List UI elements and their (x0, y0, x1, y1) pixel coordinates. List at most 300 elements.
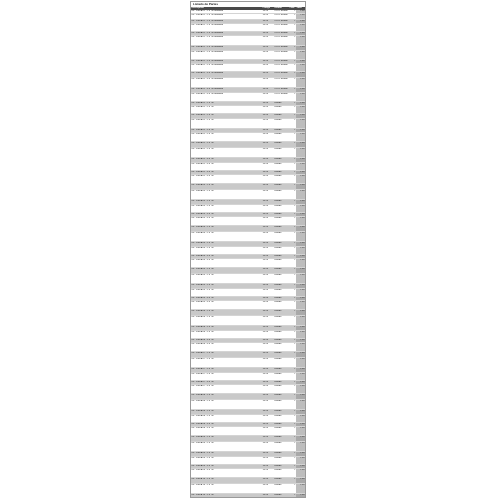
cell-status: 01-01 Estado (274, 87, 289, 92)
cell-status: 01-01 Estado (274, 92, 289, 101)
table-row (191, 105, 305, 113)
cell-value: 1.00 (296, 204, 305, 212)
cell-description: 04 - PIEZA 09 - 2.0 TB (191, 456, 262, 464)
cell-description: 04 - PIEZA 07 - 3.0 TB (191, 384, 262, 393)
table-row (191, 493, 305, 498)
column-header-status: Estado (274, 7, 289, 10)
cell-value: 1.00 (296, 183, 305, 189)
cell-status: Estado (274, 451, 289, 456)
cell-value: 1.00 (296, 422, 305, 426)
cell-qty: 1 (289, 118, 296, 128)
cell-description: 04 - PIEZA 01 - 2.0 TB Standard (191, 59, 262, 63)
cell-value: 1.00 (296, 71, 305, 77)
table-row (191, 162, 305, 170)
cell-status: 01-01 Estado (274, 59, 288, 62)
cell-qty: 1 (289, 267, 296, 273)
cell-status: 01-01 Estado (274, 71, 289, 77)
cell-status: Estado (274, 393, 289, 399)
cell-value: 1.00 (296, 31, 305, 35)
cell-code: 16-24 (262, 231, 274, 241)
table-row (191, 92, 305, 101)
cell-status: Estado (274, 246, 289, 254)
cell-description: 04 - PIEZA 07 - 1.0 TB (191, 357, 262, 367)
cell-qty: 1 (289, 325, 296, 330)
cell-value: 1.00 (296, 296, 305, 300)
cell-status: Estado (274, 456, 289, 464)
cell-description: 04 - PIEZA 05 - 2.0 TB (191, 283, 262, 288)
cell-description: 04 - PIEZA 04 - 1.0 TB (191, 231, 262, 241)
cell-status: 01-01 Estado (274, 77, 289, 87)
cell-qty: 1 (289, 254, 296, 258)
cell-code: 16-24 (262, 254, 274, 258)
cell-value: 1.00 (296, 325, 305, 330)
cell-value: 1.00 (296, 170, 305, 174)
table-row (191, 414, 305, 422)
cell-description: 04 - PIEZA 10 - 1.0 TB (191, 477, 262, 483)
cell-value: 1.00 (296, 87, 305, 92)
cell-code: 16-24 (262, 118, 274, 128)
cell-qty: 1 (289, 456, 296, 464)
cell-qty: 1 (289, 92, 296, 101)
cell-description: 04 - PIEZA 02 - 2.0 TB (191, 132, 262, 141)
cell-status: Estado (274, 367, 289, 372)
cell-qty: 1 (289, 216, 296, 225)
cell-qty: 1 (289, 441, 296, 451)
cell-description: 04 - PIEZA 02 - 1.0 TB (191, 118, 262, 128)
table-row (191, 216, 305, 225)
cell-code: 16-24 (262, 101, 274, 105)
cell-value: 1.00 (296, 128, 305, 132)
cell-description: 04 - PIEZA 08 - 3.0 TB (191, 426, 262, 435)
table-row (191, 468, 305, 477)
cell-status: 01-01 Estado (274, 35, 289, 45)
cell-qty: 1 (289, 338, 296, 342)
cell-value: 1.00 (296, 254, 305, 258)
cell-value: 1.00 (296, 50, 305, 59)
cell-status: Estado (274, 199, 289, 204)
cell-description: 04 - PIEZA 08 - 1.0 TB (191, 399, 262, 409)
cell-qty: 1 (289, 393, 296, 399)
cell-status: Estado (274, 231, 289, 241)
cell-value: 1.00 (296, 477, 305, 483)
cell-code: 16-24 (262, 384, 274, 393)
cell-value: 1.00 (296, 141, 305, 147)
table-row (191, 456, 305, 464)
cell-code: 16-24 (262, 426, 274, 435)
cell-description: 04 - PIEZA 07 - 2.0 TB (191, 372, 262, 380)
cell-value: 1.00 (296, 258, 305, 267)
cell-description: 04 - PIEZA 05 - 1.0 TB (191, 273, 262, 283)
cell-code: 16-24 (262, 477, 274, 483)
table-row (191, 50, 305, 59)
cell-value: 1.00 (296, 199, 305, 204)
cell-code: 16-24 (262, 128, 274, 132)
cell-description: 04 - PIEZA 04 - 3.0 TB (191, 258, 262, 267)
cell-description: 04 - PIEZA 03 - 2.0 TB (191, 199, 262, 204)
cell-qty: 1 (289, 35, 296, 45)
cell-qty: 1 (289, 225, 296, 231)
cell-code: 16-24 (262, 23, 274, 31)
cell-qty: 1 (289, 367, 296, 372)
cell-status: Estado (274, 468, 289, 477)
cell-qty: 1 (289, 241, 296, 246)
cell-status: Estado (274, 174, 289, 183)
cell-value: 1.00 (296, 225, 305, 231)
cell-value: 1.00 (296, 283, 305, 288)
cell-status: Estado (274, 493, 289, 498)
cell-code: 16-24 (262, 258, 274, 267)
cell-status: Estado (274, 273, 289, 283)
cell-status: 01-01 Estado (274, 19, 288, 22)
cell-status: Estado (274, 384, 289, 393)
cell-qty: 1 (289, 435, 296, 441)
cell-qty: 1 (289, 162, 296, 170)
cell-status: Estado (274, 441, 289, 451)
cell-qty: 1 (289, 174, 296, 183)
cell-value: 1.00 (296, 315, 305, 325)
cell-code: 16-24 (262, 204, 274, 212)
cell-value: 1.00 (296, 113, 305, 118)
cell-code: 16-24 (262, 357, 274, 367)
cell-description: 04 - PIEZA 02 - 2.0 TB (191, 147, 262, 157)
table-row (191, 231, 305, 241)
cell-qty: 1 (289, 157, 296, 162)
cell-code: 16-24 (262, 189, 274, 199)
cell-description: 04 - PIEZA 01 - 2.0 TB Standard (191, 50, 262, 59)
cell-status: Estado (274, 483, 289, 493)
cell-value: 1.00 (296, 157, 305, 162)
table-row (191, 342, 305, 351)
cell-code: 16-24 (262, 380, 274, 384)
cell-qty: 1 (289, 23, 296, 31)
cell-value: 1.00 (296, 10, 305, 13)
cell-code: 16-24 (262, 162, 274, 170)
cell-value: 1.00 (296, 384, 305, 393)
table-row (191, 35, 305, 45)
cell-code: 16-24 (262, 216, 274, 225)
cell-value: 1.00 (296, 456, 305, 464)
cell-value: 1.00 (296, 351, 305, 357)
table-row (191, 330, 305, 338)
table-row (191, 118, 305, 128)
cell-status: Estado (274, 399, 289, 409)
cell-description: 04 - PIEZA 04 - 2.0 TB (191, 246, 262, 254)
cell-qty: 1 (289, 426, 296, 435)
cell-code: 16-24 (262, 483, 274, 493)
cell-qty: 1 (289, 141, 296, 147)
cell-status: Estado (274, 118, 289, 128)
cell-value: 1.00 (296, 309, 305, 315)
cell-description: 04 - PIEZA 04 - 3.0 TB (191, 254, 262, 258)
cell-code: 16-24 (262, 87, 274, 92)
cell-code: 16-24 (262, 170, 274, 174)
cell-description: 04 - PIEZA 07 - 3.0 TB (191, 380, 262, 384)
cell-status: Estado (274, 113, 289, 118)
cell-qty: 1 (289, 63, 296, 71)
cell-value: 1.00 (296, 63, 305, 71)
cell-description: 04 - PIEZA 09 - 3.0 TB (191, 468, 262, 477)
cell-qty: 1 (289, 380, 296, 384)
cell-description: 04 - PIEZA 01 - 3.0 TB Standard (191, 71, 262, 77)
cell-code: 16-24 (262, 393, 274, 399)
cell-description: 04 - PIEZA 01 - 1.0 TB Standard (191, 10, 262, 13)
cell-status: Estado (274, 254, 289, 258)
cell-qty: 1 (289, 477, 296, 483)
cell-status: 01-01 Estado (274, 45, 289, 50)
cell-value: 1.00 (296, 174, 305, 183)
cell-qty: 1 (289, 189, 296, 199)
cell-value: 1.00 (296, 393, 305, 399)
cell-status: Estado (274, 330, 289, 338)
table-row (191, 23, 305, 31)
cell-value: 1.00 (296, 35, 305, 45)
table-row (191, 132, 305, 141)
cell-qty: 1 (289, 212, 296, 216)
cell-value: 1.00 (296, 493, 305, 498)
column-header-value: Valor (296, 7, 305, 10)
cell-qty: 1 (289, 468, 296, 477)
cell-value: 1.00 (296, 464, 305, 468)
cell-value: 1.00 (296, 357, 305, 367)
cell-qty: 1 (289, 283, 296, 288)
table-body (191, 10, 305, 498)
cell-status: Estado (274, 267, 289, 273)
cell-code: 16-24 (262, 71, 274, 77)
cell-description: 04 - PIEZA 04 - 2.0 TB (191, 241, 262, 246)
cell-status: Estado (274, 296, 289, 300)
cell-code: 16-24 (262, 309, 274, 315)
cell-status: 01-01 Estado (274, 23, 289, 31)
cell-qty: 1 (289, 357, 296, 367)
cell-qty: 1 (289, 384, 296, 393)
cell-description: 04 - PIEZA 05 - 3.0 TB (191, 296, 262, 300)
cell-description: 04 - PIEZA 07 - 2.0 TB (191, 367, 262, 372)
cell-qty: 1 (289, 409, 296, 414)
cell-code: 16-24 (262, 464, 274, 468)
document-title: Listado de Partes (193, 2, 219, 6)
cell-value: 1.00 (296, 216, 305, 225)
cell-qty: 1 (289, 128, 296, 132)
cell-code: 16-24 (262, 183, 274, 189)
cell-value: 1.00 (296, 246, 305, 254)
table-row (191, 204, 305, 212)
cell-status: Estado (274, 315, 289, 325)
cell-description: 04 - PIEZA 02 - 3.0 TB (191, 170, 262, 174)
cell-value: 1.00 (296, 241, 305, 246)
cell-code: 16-24 (262, 147, 274, 157)
cell-value: 1.00 (296, 105, 305, 113)
cell-description: 04 - PIEZA 02 - 3.0 TB (191, 174, 262, 183)
cell-status: Estado (274, 380, 289, 384)
cell-description: 04 - PIEZA 08 - 2.0 TB (191, 414, 262, 422)
cell-code: 16-24 (262, 372, 274, 380)
cell-code: 16-24 (262, 19, 274, 23)
cell-status: Estado (274, 170, 289, 174)
cell-value: 1.00 (296, 468, 305, 477)
cell-description: 04 - PIEZA 10 - 2.0 TB (191, 493, 262, 498)
cell-value: 1.00 (296, 118, 305, 128)
cell-qty: 1 (289, 170, 296, 174)
cell-description: 04 - PIEZA 02 - 3.0 TB (191, 157, 262, 162)
cell-code: 16-24 (262, 399, 274, 409)
cell-status: Estado (274, 147, 289, 157)
cell-description: 04 - PIEZA 03 - 2.0 TB (191, 204, 262, 212)
cell-qty: 1 (289, 45, 296, 50)
table-row (191, 273, 305, 283)
table-row (191, 483, 305, 493)
cell-description: 04 - PIEZA 01 - 2.0 TB Standard (191, 45, 262, 50)
cell-code: 16-24 (262, 45, 274, 50)
cell-status: Estado (274, 325, 289, 330)
cell-description: 04 - PIEZA 07 - 1.0 TB (191, 351, 262, 357)
cell-status: Estado (274, 372, 289, 380)
cell-status: Estado (274, 357, 289, 367)
table-row (191, 441, 305, 451)
cell-value: 1.00 (296, 338, 305, 342)
cell-status: 01-01 Estado (274, 13, 289, 19)
cell-status: Estado (274, 351, 289, 357)
cell-code: 16-24 (262, 315, 274, 325)
cell-description: 04 - PIEZA 01 - 2.0 TB Standard (191, 35, 262, 45)
cell-qty: 1 (289, 13, 296, 19)
cell-code: 16-24 (262, 31, 274, 35)
cell-value: 1.00 (296, 367, 305, 372)
cell-code: 16-24 (262, 300, 274, 309)
cell-qty: 1 (289, 300, 296, 309)
cell-code: 16-24 (262, 325, 274, 330)
cell-code: 16-24 (262, 113, 274, 118)
cell-value: 1.00 (296, 132, 305, 141)
cell-value: 1.00 (296, 372, 305, 380)
cell-status: Estado (274, 338, 289, 342)
table-row (191, 288, 305, 296)
cell-description: 04 - PIEZA 03 - 1.0 TB (191, 183, 262, 189)
cell-description: 04 - PIEZA 06 - 3.0 TB (191, 338, 262, 342)
table-row (191, 372, 305, 380)
cell-description: 04 - PIEZA 06 - 3.0 TB (191, 342, 262, 351)
cell-status: Estado (274, 128, 289, 132)
cell-value: 1.00 (296, 330, 305, 338)
cell-qty: 1 (289, 183, 296, 189)
cell-status: 01-01 Estado (274, 50, 289, 59)
cell-status: Estado (274, 183, 289, 189)
cell-code: 16-24 (262, 212, 274, 216)
cell-qty: 1 (289, 372, 296, 380)
cell-qty: 1 (289, 19, 296, 23)
cell-code: 16-24 (262, 13, 274, 19)
cell-value: 1.00 (296, 92, 305, 101)
cell-qty: 1 (289, 71, 296, 77)
cell-description: 04 - PIEZA 01 - 2.0 TB Standard (191, 63, 262, 71)
cell-qty: 1 (289, 422, 296, 426)
cell-description: 04 - PIEZA 04 - 1.0 TB (191, 225, 262, 231)
cell-code: 16-24 (262, 141, 274, 147)
cell-code: 16-24 (262, 241, 274, 246)
cell-value: 1.00 (296, 414, 305, 422)
table-row (191, 399, 305, 409)
cell-description: 04 - PIEZA 05 - 3.0 TB (191, 300, 262, 309)
cell-description: 04 - PIEZA 02 - 1.0 TB (191, 113, 262, 118)
cell-qty: 1 (289, 87, 296, 92)
cell-status: Estado (274, 241, 289, 246)
cell-code: 16-24 (262, 174, 274, 183)
cell-code: 16-24 (262, 273, 274, 283)
cell-qty: 1 (289, 483, 296, 493)
cell-value: 1.00 (296, 45, 305, 50)
document-sheet (190, 1, 306, 498)
cell-qty: 1 (289, 147, 296, 157)
cell-qty: 1 (289, 258, 296, 267)
cell-qty: 1 (289, 199, 296, 204)
cell-value: 1.00 (296, 273, 305, 283)
cell-code: 16-24 (262, 451, 274, 456)
cell-code: 16-24 (262, 441, 274, 451)
cell-code: 16-24 (262, 296, 274, 300)
cell-code: 16-24 (262, 338, 274, 342)
cell-code: 16-24 (262, 132, 274, 141)
cell-value: 1.00 (296, 380, 305, 384)
cell-description: 04 - PIEZA 02 - 2.0 TB (191, 141, 262, 147)
cell-code: 16-24 (262, 409, 274, 414)
cell-description: 04 - PIEZA 03 - 1.0 TB (191, 189, 262, 199)
cell-value: 1.00 (296, 19, 305, 23)
cell-code: 16-24 (262, 105, 274, 113)
cell-qty: 1 (289, 296, 296, 300)
cell-description: 04 - PIEZA 09 - 1.0 TB (191, 441, 262, 451)
cell-code: 16-24 (262, 35, 274, 45)
cell-description: 04 - PIEZA 01 - 3.0 TB Standard (191, 87, 262, 92)
cell-qty: 1 (289, 414, 296, 422)
cell-description: 04 - PIEZA 03 - 3.0 TB (191, 212, 262, 216)
cell-description: 04 - PIEZA 06 - 2.0 TB (191, 330, 262, 338)
cell-code: 16-24 (262, 50, 274, 59)
cell-description: 04 - PIEZA 02 - 2.0 TB (191, 128, 262, 132)
table-row (191, 147, 305, 157)
cell-code: 16-24 (262, 493, 274, 498)
cell-qty: 1 (289, 77, 296, 87)
cell-status: Estado (274, 189, 289, 199)
cell-qty: 1 (289, 132, 296, 141)
cell-qty: 1 (289, 288, 296, 296)
cell-qty: 1 (289, 231, 296, 241)
cell-description: 04 - PIEZA 09 - 1.0 TB (191, 435, 262, 441)
cell-description: 04 - PIEZA 01 - 3.0 TB Standard (191, 92, 262, 101)
table-row (191, 189, 305, 199)
cell-qty: 1 (289, 31, 296, 35)
cell-description: 04 - PIEZA 02 - 1.0 TB (191, 101, 262, 105)
cell-value: 1.00 (296, 483, 305, 493)
cell-value: 1.00 (296, 300, 305, 309)
cell-status: 01-01 Estado (274, 63, 289, 71)
table-row (191, 63, 305, 71)
cell-description: 04 - PIEZA 01 - 2.0 TB Standard (191, 31, 262, 35)
cell-code: 16-24 (262, 414, 274, 422)
cell-status: Estado (274, 464, 289, 468)
cell-value: 1.00 (296, 441, 305, 451)
cell-code: 16-24 (262, 225, 274, 231)
cell-description: 04 - PIEZA 09 - 3.0 TB (191, 464, 262, 468)
cell-code: 16-24 (262, 10, 274, 13)
cell-code: 16-24 (262, 342, 274, 351)
cell-qty: 1 (289, 451, 296, 456)
cell-status: 01-01 Estado (274, 10, 288, 12)
cell-code: 16-24 (262, 468, 274, 477)
cell-code: 16-24 (262, 267, 274, 273)
cell-code: 16-24 (262, 456, 274, 464)
cell-qty: 1 (289, 204, 296, 212)
table-row (191, 258, 305, 267)
table-row (191, 77, 305, 87)
